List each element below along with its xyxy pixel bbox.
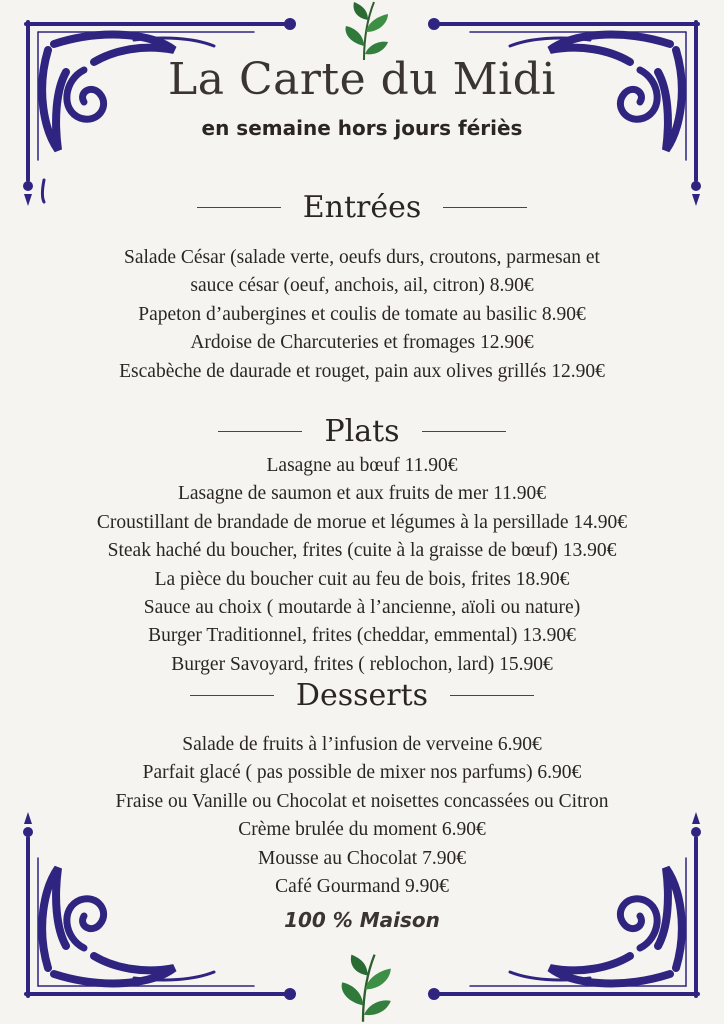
menu-item: Lasagne de saumon et aux fruits de mer 11.90€	[177, 483, 547, 505]
menu-item: Crème brulée du moment 6.90€	[238, 819, 486, 841]
footer-note: 100 % Maison	[284, 908, 440, 932]
menu-item: Café Gourmand 9.90€	[275, 876, 449, 898]
page-subtitle: en semaine hors jours fériès	[201, 116, 523, 140]
page-title: La Carte du Midi	[168, 54, 556, 105]
menu-item: Lasagne au bœuf 11.90€	[266, 455, 458, 476]
ornate-corner-icon	[410, 10, 710, 220]
menu-item: La pièce du boucher cuit au feu de bois, frites 18.90€	[154, 568, 570, 590]
ornate-corner-icon	[14, 10, 314, 220]
divider	[450, 695, 534, 696]
section-header-plats	[0, 414, 724, 449]
divider	[190, 695, 274, 696]
desserts-list	[0, 731, 724, 901]
leaf-sprig-icon	[334, 0, 394, 62]
menu-item: Salade César (salade verte, oeufs durs, croutons, parmesan et	[124, 247, 600, 268]
section-title: Plats	[324, 414, 400, 449]
section-header-desserts	[0, 678, 724, 713]
section-header-entrees	[0, 190, 724, 225]
section-title: Entrées	[302, 190, 422, 225]
divider	[197, 207, 281, 208]
menu-item: Ardoise de Charcuteries et fromages 12.90€	[190, 332, 534, 354]
menu-item: Escabèche de daurade et rouget, pain aux olives grillés 12.90€	[119, 360, 605, 382]
menu-item: Steak haché du boucher, frites (cuite à la graisse de bœuf) 13.90€	[107, 540, 617, 562]
menu-item: sauce césar (oeuf, anchois, ail, citron) 8.90€	[190, 275, 534, 297]
plats-list	[0, 452, 724, 679]
menu-item: Mousse au Chocolat 7.90€	[258, 847, 466, 869]
menu-item: Papeton d’aubergines et coulis de tomate au basilic 8.90€	[138, 303, 586, 325]
divider	[443, 207, 527, 208]
menu-item: Salade de fruits à l’infusion de verveine 6.90€	[182, 734, 542, 755]
divider	[218, 431, 302, 432]
menu-item: Parfait glacé ( pas possible de mixer nos parfums) 6.90€	[142, 762, 582, 784]
leaf-sprig-icon	[328, 950, 398, 1024]
section-title: Desserts	[295, 678, 429, 713]
menu-item: Croustillant de brandade de morue et légumes à la persillade 14.90€	[96, 511, 628, 533]
menu-item: Burger Savoyard, frites ( reblochon, lard) 15.90€	[171, 653, 553, 675]
menu-item: Sauce au choix ( moutarde à l’ancienne, aïoli ou nature)	[143, 597, 581, 619]
entrees-list	[0, 244, 724, 386]
divider	[422, 431, 506, 432]
menu-item: Burger Traditionnel, frites (cheddar, emmental) 13.90€	[148, 625, 576, 647]
menu-item: Fraise ou Vanille ou Chocolat et noisettes concassées ou Citron	[115, 790, 609, 812]
